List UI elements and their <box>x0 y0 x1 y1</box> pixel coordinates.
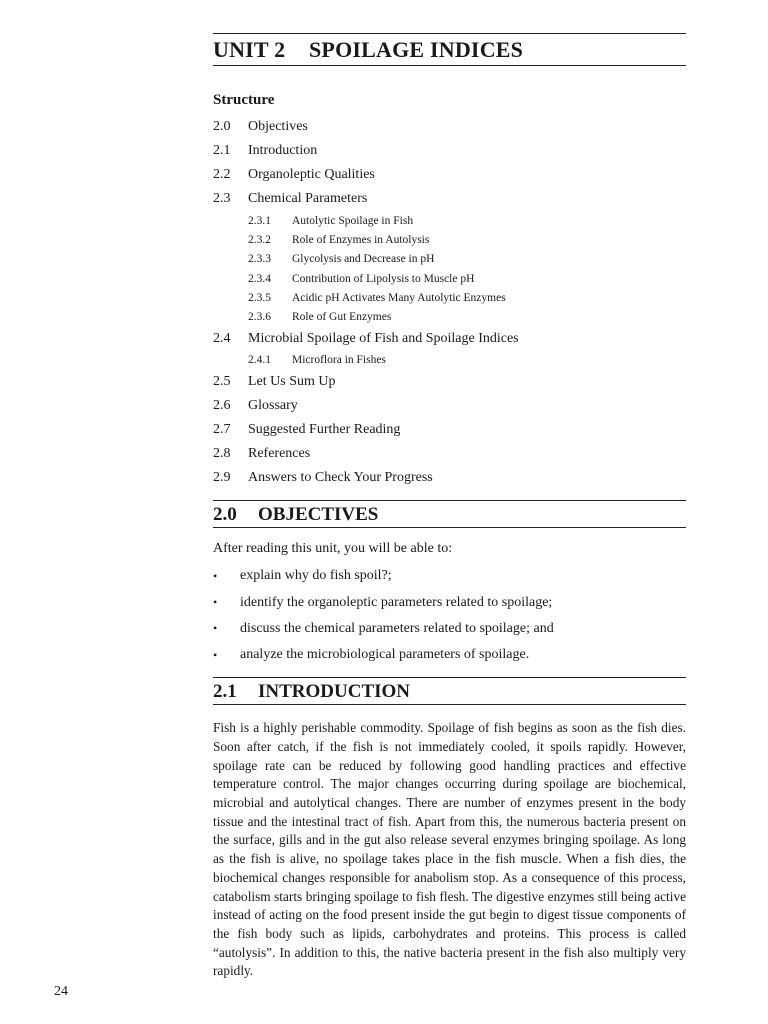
toc-label: Glossary <box>248 398 298 414</box>
toc-subitem[interactable] <box>213 351 686 370</box>
list-item <box>213 616 686 642</box>
unit-title <box>213 34 686 65</box>
introduction-bottom-rule <box>213 704 686 705</box>
objectives-intro: After reading this unit, you will be able to: <box>213 541 453 557</box>
toc-number: 2.7 <box>213 422 231 438</box>
toc-subitem[interactable] <box>213 250 686 269</box>
toc-subitem[interactable] <box>213 288 686 307</box>
toc-number: 2.0 <box>213 119 231 134</box>
list-item-text: analyze the microbiological parameters of spoilage. <box>240 647 530 663</box>
section-title: OBJECTIVES <box>258 504 379 526</box>
toc-item[interactable] <box>213 163 686 187</box>
toc-number: 2.4.1 <box>248 354 271 367</box>
toc-label: Microflora in Fishes <box>292 354 386 367</box>
toc-number: 2.3 <box>213 191 231 206</box>
toc-label: Chemical Parameters <box>248 191 368 206</box>
objectives-heading <box>213 501 686 527</box>
structure-heading: Structure <box>213 92 275 108</box>
toc-number: 2.6 <box>213 398 231 414</box>
toc-number: 2.5 <box>213 374 231 390</box>
toc-item[interactable] <box>213 139 686 163</box>
bullet-icon: • <box>213 621 218 636</box>
toc-label: Role of Gut Enzymes <box>292 311 392 324</box>
introduction-heading <box>213 678 686 704</box>
section-number: 2.0 <box>213 504 237 526</box>
toc-number: 2.3.6 <box>248 311 271 324</box>
toc-item[interactable] <box>213 187 686 211</box>
toc-subitem[interactable] <box>213 211 686 230</box>
section-number: 2.1 <box>213 681 237 703</box>
title-bottom-rule <box>213 65 686 66</box>
toc-number: 2.3.2 <box>248 233 271 246</box>
bullet-icon: • <box>213 595 218 610</box>
unit-title-text: SPOILAGE INDICES <box>309 37 524 62</box>
toc-number: 2.1 <box>213 143 231 158</box>
toc-label: Autolytic Spoilage in Fish <box>292 214 414 227</box>
toc-label: References <box>248 446 311 462</box>
toc-subitem[interactable] <box>213 307 686 326</box>
bullet-icon: • <box>213 647 218 662</box>
toc-label: Objectives <box>248 119 308 134</box>
objectives-bottom-rule <box>213 527 686 528</box>
section-title: INTRODUCTION <box>258 681 411 703</box>
toc-number: 2.3.1 <box>248 214 271 227</box>
unit-number: UNIT 2 <box>213 37 286 62</box>
toc-item[interactable] <box>213 115 686 139</box>
toc-number: 2.4 <box>213 330 231 346</box>
toc-item[interactable] <box>213 327 686 351</box>
list-item-text: explain why do fish spoil?; <box>240 568 392 584</box>
toc-number: 2.2 <box>213 167 231 182</box>
toc-label: Answers to Check Your Progress <box>248 470 433 486</box>
page-number: 24 <box>54 984 68 999</box>
page-content <box>213 33 686 981</box>
toc-label: Glycolysis and Decrease in pH <box>292 253 435 266</box>
toc-number: 2.9 <box>213 470 231 486</box>
toc-number: 2.3.5 <box>248 291 271 304</box>
toc-number: 2.8 <box>213 446 231 462</box>
toc-number: 2.3.3 <box>248 253 271 266</box>
toc-label: Suggested Further Reading <box>248 422 401 438</box>
toc-label: Let Us Sum Up <box>248 374 336 390</box>
toc-number: 2.3.4 <box>248 272 271 285</box>
table-of-contents <box>213 115 686 490</box>
toc-item[interactable] <box>213 442 686 466</box>
list-item <box>213 563 686 589</box>
toc-label: Organoleptic Qualities <box>248 167 375 182</box>
toc-item[interactable] <box>213 466 686 490</box>
toc-label: Contribution of Lipolysis to Muscle pH <box>292 272 475 285</box>
toc-label: Acidic pH Activates Many Autolytic Enzymes <box>292 291 506 304</box>
bullet-icon: • <box>213 568 218 583</box>
toc-label: Role of Enzymes in Autolysis <box>292 233 430 246</box>
toc-item[interactable] <box>213 394 686 418</box>
toc-item[interactable] <box>213 418 686 442</box>
toc-subitem[interactable] <box>213 269 686 288</box>
list-item <box>213 642 686 668</box>
objectives-list <box>213 563 686 668</box>
list-item-text: identify the organoleptic parameters related to spoilage; <box>240 594 553 610</box>
toc-subitem[interactable] <box>213 230 686 249</box>
toc-label: Microbial Spoilage of Fish and Spoilage Indices <box>248 330 519 346</box>
introduction-paragraph: Fish is a highly perishable commodity. Spoilage of fish begins as soon as the fish dies. Soon after catch, if the fish is not immediately cooled, it spoils rapidly. However, spoilage rate can be reduced by following good handling practices and effective temperature control. The major changes occurring during spoilage are biochemical, microbial and autolytical changes. There are number of enzymes present in the body tissue and the intestinal tract of fish. Apart from this, the numerous bacteria present on the surface, gills and in the gut also release several enzymes bringing spoilage. As long as the fish is alive, no spoilage takes place in the fish muscle. When a fish dies, the biochemical changes responsible for anabolism stop. As a consequence of this process, catabolism starts bringing spoilage to fish flesh. The digestive enzymes still being active instead of acting on the food present inside the gut begin to digest tissue components of the fish body such as lipids, carbohydrates and proteins. This process is called “autolysis”. In addition to this, the native bacteria present in the fish also multiply very rapidly. <box>213 720 686 979</box>
toc-item[interactable] <box>213 370 686 394</box>
toc-label: Introduction <box>248 143 318 158</box>
list-item <box>213 589 686 615</box>
list-item-text: discuss the chemical parameters related to spoilage; and <box>240 620 554 636</box>
